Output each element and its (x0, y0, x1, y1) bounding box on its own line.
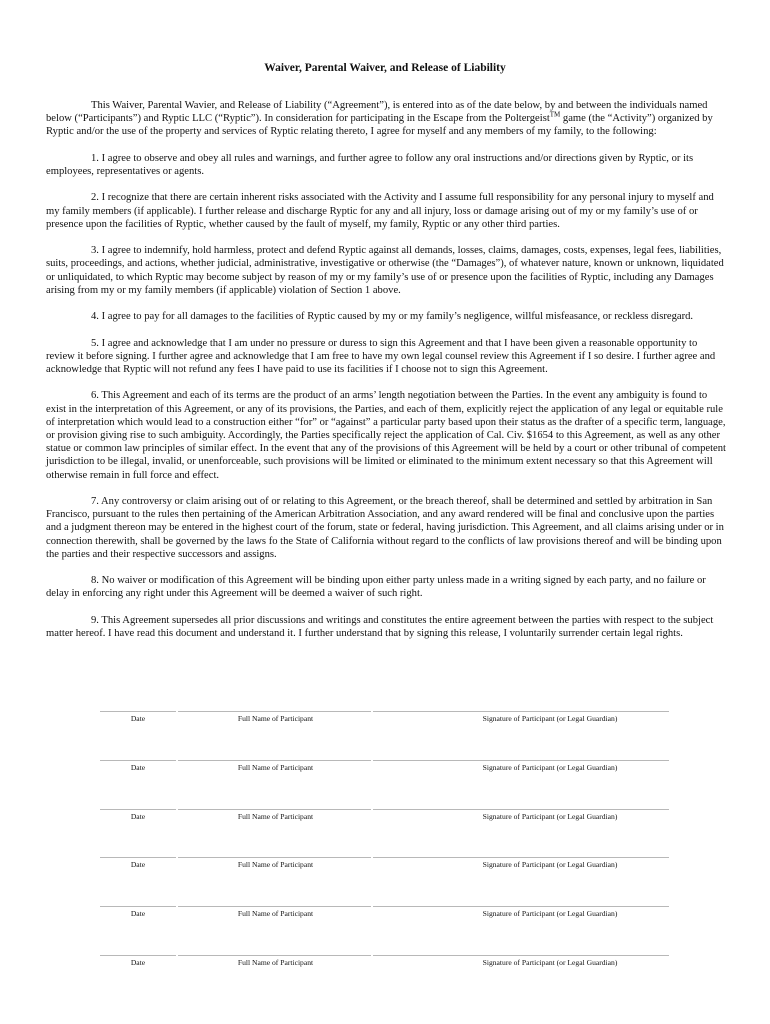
intro-text-part2: game (the “Activity”) organized by Ryptic and/or the use of the property and services of Ryptic relating thereto, I agree for myself and any members of my family, to the following: (46, 113, 713, 138)
date-label: Date (130, 909, 146, 918)
signature-line[interactable] (373, 857, 669, 858)
date-line[interactable] (100, 857, 176, 858)
signature-line[interactable] (373, 955, 669, 956)
signature-label: Signature of Participant (or Legal Guardian) (482, 860, 618, 869)
trademark-mark: TM (549, 110, 561, 119)
signature-label: Signature of Participant (or Legal Guardian) (482, 763, 618, 772)
intro-paragraph (46, 99, 726, 139)
clause-8: 8. No waiver or modification of this Agreement will be binding upon either party unless made in a writing signed by each party, and no failure or delay in enforcing any right under this Agreement will be deemed a waiver of such right. (46, 575, 706, 600)
clause-7: 7. Any controversy or claim arising out of or relating to this Agreement, or the breach thereof, shall be determined and settled by arbitration in San Francisco, pursuant to the rules then pertaining of the American Arbitration Association, and any award rendered will be final and conclusive upon the parties and a judgment thereon may be entered in the highest court of the forum, state or federal, having jurisdiction. This Agreement, and all claims arising under or in connection therewith, shall be governed by the laws fo the State of California without regard to the conflicts of law provisions thereof and will be binding upon the parties and their respective successors and assigns. (46, 495, 724, 560)
signature-row (0, 711, 770, 723)
date-label: Date (130, 812, 146, 821)
signature-line[interactable] (373, 711, 669, 712)
clause-1: 1. I agree to observe and obey all rules and warnings, and further agree to follow any oral instructions and/or directions given by Ryptic, or its employees, representatives or agents. (46, 152, 694, 177)
signature-label: Signature of Participant (or Legal Guardian) (482, 812, 618, 821)
clause-2: 2. I recognize that there are certain inherent risks associated with the Activity and I assume full responsibility for any personal injury to myself and my family members (if applicable). I further release and discharge Ryptic for any and all injury, loss or damage arising out of my or my family’s use of or presence upon the facilities of Ryptic, whether caused by the fault of myself, my family, Ryptic or any other third parties. (46, 192, 714, 230)
date-line[interactable] (100, 809, 176, 810)
date-line[interactable] (100, 955, 176, 956)
signature-row (0, 906, 770, 918)
signature-row (0, 760, 770, 772)
name-label: Full Name of Participant (237, 714, 314, 723)
name-line[interactable] (178, 857, 371, 858)
signature-label: Signature of Participant (or Legal Guardian) (482, 958, 618, 967)
name-label: Full Name of Participant (237, 909, 314, 918)
name-line[interactable] (178, 955, 371, 956)
clause-4: 4. I agree to pay for all damages to the facilities of Ryptic caused by my or my family’s negligence, willful misfeasance, or reckless disregard. (91, 311, 694, 323)
date-label: Date (130, 763, 146, 772)
document-title: Waiver, Parental Waiver, and Release of Liability (264, 62, 506, 74)
document-body (46, 99, 726, 640)
clause-9: 9. This Agreement supersedes all prior discussions and writings and constitutes the entire agreement between the parties with respect to the subject matter hereof. I have read this document and understand it. I further understand that by signing this release, I voluntarily surrender certain legal rights. (46, 614, 714, 639)
name-line[interactable] (178, 809, 371, 810)
name-label: Full Name of Participant (237, 958, 314, 967)
clause-5: 5. I agree and acknowledge that I am under no pressure or duress to sign this Agreement and that I have been given a reasonable opportunity to review it before signing. I further agree and acknowledge that I am free to have my own legal counsel review this Agreement if I so desire. I further agree and acknowledge that Ryptic will not refund any fees I have paid to use its facilities if I choose not to sign this Agreement. (46, 337, 716, 375)
date-line[interactable] (100, 760, 176, 761)
signature-line[interactable] (373, 906, 669, 907)
signature-line[interactable] (373, 809, 669, 810)
clause-6: 6. This Agreement and each of its terms are the product of an arms’ length negotiation between the Parties. In the event any ambiguity is found to exist in the interpretation of this Agreement, or any of its provisions, the Parties, and each of them, explicitly reject the application of any legal or equitable rule of interpretation which would lead to a construction either “for” or “against” a particular party based upon their status as the drafter of a specific term, language, or provision giving rise to such ambiguity. Accordingly, the Parties specifically reject the application of Cal. Civ. $1654 to this Agreement, as well as any other statue or common law principles of similar effect. In the event that any of the provisions of this Agreement will be held by a court or other tribunal of competent jurisdiction to be illegal, invalid, or unenforceable, such provisions will be limited or eliminated to the minimum extent necessary so that this Agreement will otherwise remain in full force and effect. (46, 390, 726, 481)
name-line[interactable] (178, 711, 371, 712)
date-label: Date (130, 958, 146, 967)
date-label: Date (130, 860, 146, 869)
name-line[interactable] (178, 760, 371, 761)
name-line[interactable] (178, 906, 371, 907)
date-line[interactable] (100, 906, 176, 907)
signature-row (0, 809, 770, 821)
name-label: Full Name of Participant (237, 860, 314, 869)
intro-text-part1: This Waiver, Parental Wavier, and Release of Liability (“Agreement”), is entered into as of the date below, by and between the individuals named below (“Participants”) and Ryptic LLC (“Ryptic”). In consideration for participating in the Escape from the Poltergeist (46, 100, 708, 125)
signature-label: Signature of Participant (or Legal Guardian) (482, 714, 618, 723)
signature-line[interactable] (373, 760, 669, 761)
signature-row (0, 955, 770, 967)
date-line[interactable] (100, 711, 176, 712)
signature-label: Signature of Participant (or Legal Guardian) (482, 909, 618, 918)
name-label: Full Name of Participant (237, 812, 314, 821)
clause-3: 3. I agree to indemnify, hold harmless, protect and defend Ryptic against all demands, losses, claims, damages, costs, expenses, legal fees, liabilities, suits, proceedings, and actions, whether judicial, administrative, investigative or otherwise (the “Damages”), of whatever nature, known or unknown, liquidated or unliquidated, to which Ryptic may become subject by reason of my or my family’s use of or presence upon the facilities of Ryptic, including any Damages arising from my or my family members (if applicable) violation of Section 1 above. (46, 245, 724, 296)
date-label: Date (130, 714, 146, 723)
name-label: Full Name of Participant (237, 763, 314, 772)
signature-row (0, 857, 770, 869)
